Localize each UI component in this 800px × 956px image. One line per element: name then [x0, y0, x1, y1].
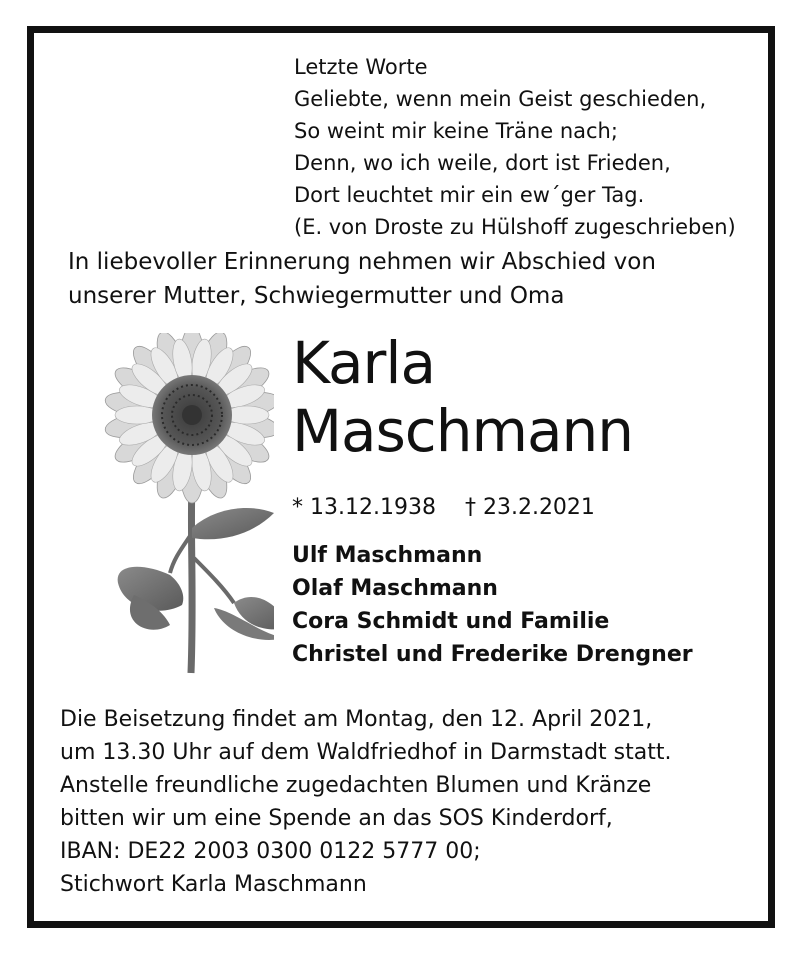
poem-line: Dort leuchtet mir ein ew´ger Tag.: [294, 183, 645, 207]
life-dates: [292, 495, 617, 520]
intro-line: In liebevoller Erinnerung nehmen wir Abschied von: [68, 249, 656, 275]
last-name: Maschmann: [292, 397, 634, 465]
obituary-frame: [27, 26, 775, 928]
birth-date: * 13.12.1938: [292, 495, 436, 520]
funeral-notice: [60, 703, 672, 901]
notice-line: Stichwort Karla Maschmann: [60, 872, 367, 897]
notice-line: Anstelle freundliche zugedachten Blumen und Kränze: [60, 773, 652, 798]
mourner: Olaf Maschmann: [292, 576, 498, 601]
poem-line: Geliebte, wenn mein Geist geschieden,: [294, 87, 707, 111]
mourner: Ulf Maschmann: [292, 543, 483, 568]
intro-text: [68, 245, 656, 313]
sunflower-image: [74, 333, 274, 678]
intro-line: unserer Mutter, Schwiegermutter und Oma: [68, 283, 565, 309]
poem-line: Denn, wo ich weile, dort ist Frieden,: [294, 151, 671, 175]
poem: [294, 51, 736, 243]
death-date: † 23.2.2021: [464, 495, 595, 520]
mourner: Christel und Frederike Drengner: [292, 642, 693, 667]
notice-line: IBAN: DE22 2003 0300 0122 5777 00;: [60, 839, 481, 864]
poem-title: Letzte Worte: [294, 55, 428, 79]
mourner: Cora Schmidt und Familie: [292, 609, 610, 634]
poem-line: So weint mir keine Träne nach;: [294, 119, 618, 143]
mourners-list: [292, 539, 693, 671]
notice-line: um 13.30 Uhr auf dem Waldfriedhof in Darmstadt statt.: [60, 740, 672, 765]
notice-line: bitten wir um eine Spende an das SOS Kinderdorf,: [60, 806, 613, 831]
notice-line: Die Beisetzung findet am Montag, den 12. April 2021,: [60, 707, 653, 732]
first-name: Karla: [292, 329, 436, 397]
deceased-name: [292, 329, 633, 465]
poem-attribution: (E. von Droste zu Hülshoff zugeschrieben): [294, 215, 736, 239]
